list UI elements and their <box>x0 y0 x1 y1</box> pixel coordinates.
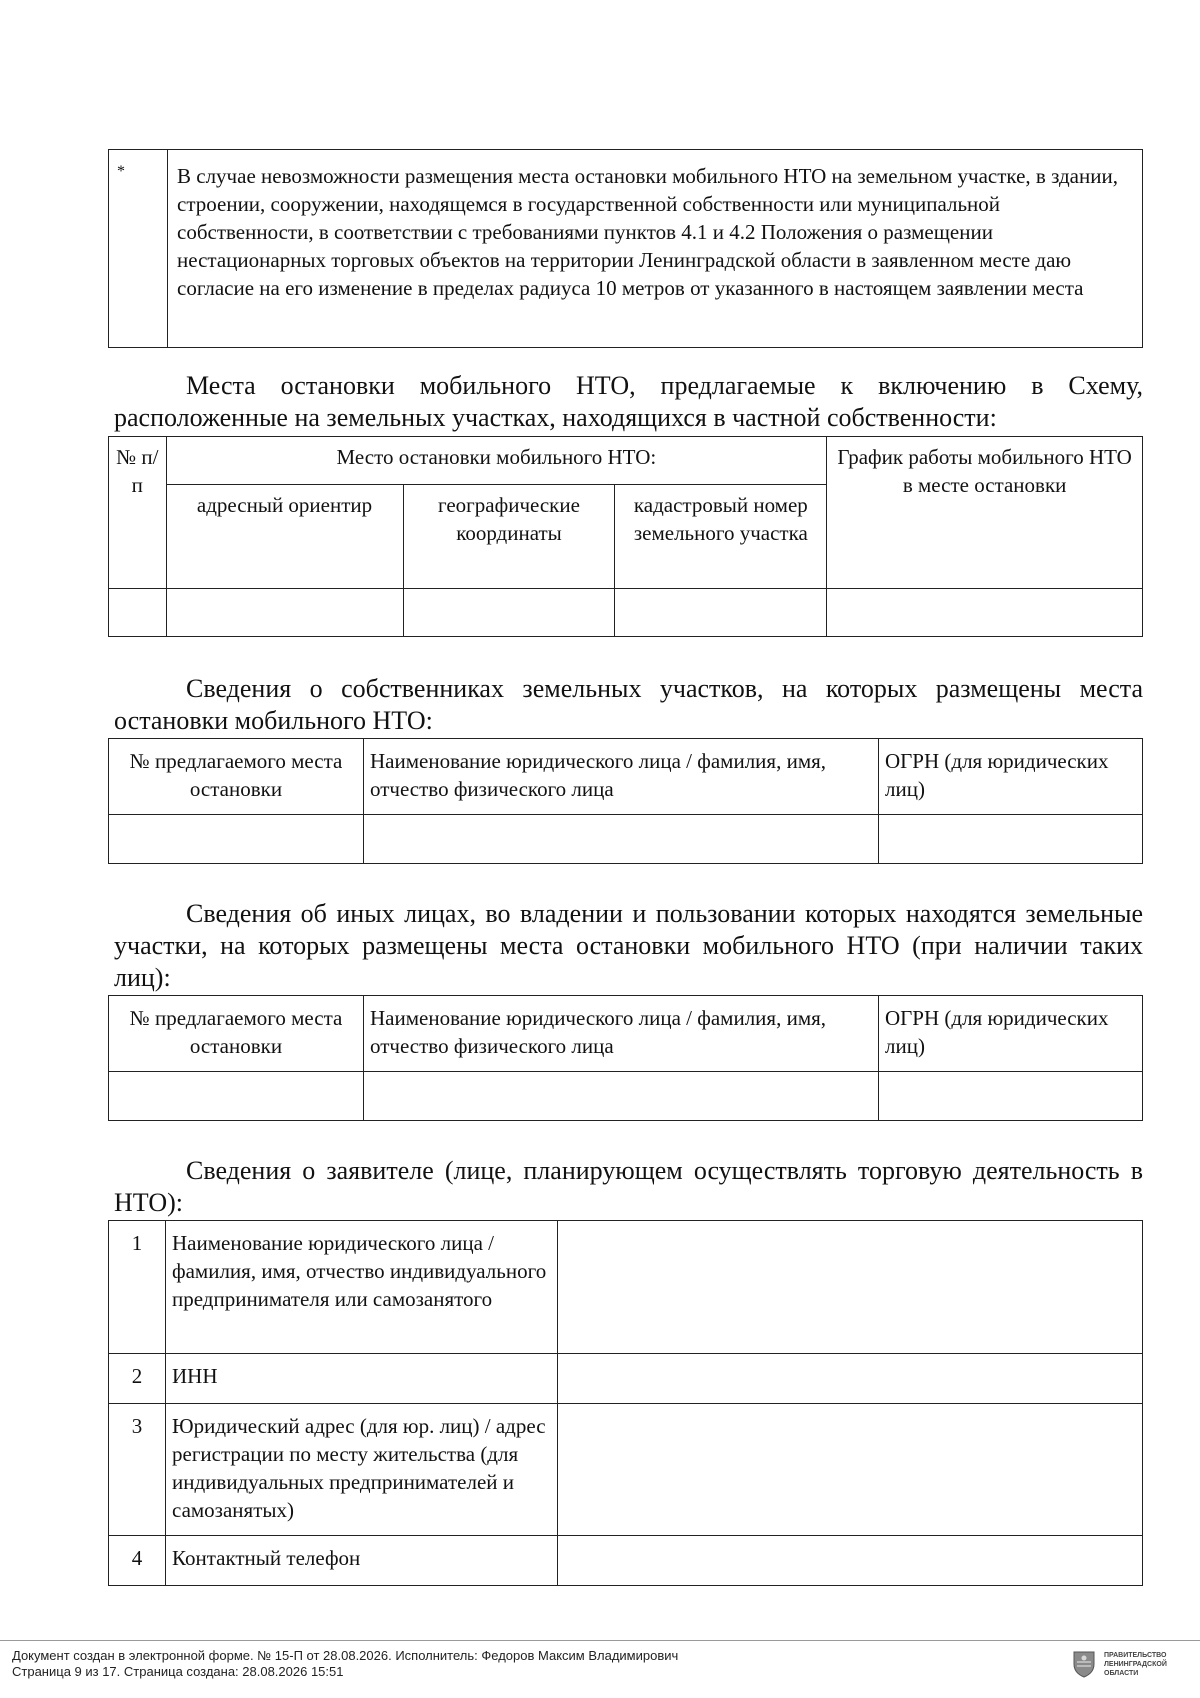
empty-cell[interactable] <box>615 589 827 637</box>
row-number: 2 <box>109 1354 166 1404</box>
footer-organization: ПРАВИТЕЛЬСТВО ЛЕНИНГРАДСКОЙ ОБЛАСТИ <box>1104 1652 1167 1677</box>
col-coords-header: географические координаты <box>403 485 615 589</box>
row-value[interactable] <box>558 1536 1143 1586</box>
table-row <box>109 1354 1143 1404</box>
col-num-header: № п/п <box>109 437 167 589</box>
table-row <box>109 589 1143 637</box>
footer-line-1: Документ создан в электронной форме. № 15-П от 28.08.2026. Исполнитель: Федоров Максим Владимирович <box>12 1648 679 1663</box>
empty-cell[interactable] <box>364 815 879 864</box>
empty-cell[interactable] <box>879 815 1143 864</box>
col-stop-header: № предлагаемого места остановки <box>109 996 364 1072</box>
places-heading: Места остановки мобильного НТО, предлагаемые к включению в Схему, расположенные на земельных участках, находящихся в частной собственности: <box>114 371 1143 432</box>
row-value[interactable] <box>558 1354 1143 1404</box>
empty-cell[interactable] <box>109 1072 364 1121</box>
table-row <box>109 1536 1143 1586</box>
col-name-header: Наименование юридического лица / фамилия, имя, отчество физического лица <box>364 739 879 815</box>
others-heading: Сведения об иных лицах, во владении и пользовании которых находятся земельные участки, на которых размещены места остановки мобильного НТО (при наличии таких лиц): <box>114 899 1143 992</box>
row-number: 1 <box>109 1221 166 1354</box>
table-row <box>109 1404 1143 1536</box>
row-value[interactable] <box>558 1404 1143 1536</box>
table-row <box>109 815 1143 864</box>
empty-cell[interactable] <box>827 589 1143 637</box>
col-address-header: адресный ориентир <box>166 485 403 589</box>
others-table <box>108 995 1143 1121</box>
consent-note-table <box>108 149 1143 348</box>
row-label: Наименование юридического лица / фамилия, имя, отчество индивидуального предпринимателя или самозанятого <box>166 1221 558 1354</box>
empty-cell[interactable] <box>364 1072 879 1121</box>
empty-cell[interactable] <box>879 1072 1143 1121</box>
footer-line-2: Страница 9 из 17. Страница создана: 28.08.2026 15:51 <box>12 1664 344 1679</box>
row-number: 3 <box>109 1404 166 1536</box>
footer-divider <box>0 1640 1200 1641</box>
col-place-group-header: Место остановки мобильного НТО: <box>166 437 827 485</box>
places-table <box>108 436 1143 637</box>
footer-info <box>12 1648 678 1680</box>
coat-of-arms-icon <box>1072 1650 1096 1678</box>
empty-cell[interactable] <box>403 589 615 637</box>
col-ogrn-header: ОГРН (для юридических лиц) <box>879 739 1143 815</box>
row-label: ИНН <box>166 1354 558 1404</box>
empty-cell[interactable] <box>109 589 167 637</box>
table-row <box>109 1072 1143 1121</box>
col-name-header: Наименование юридического лица / фамилия, имя, отчество физического лица <box>364 996 879 1072</box>
owners-table <box>108 738 1143 864</box>
col-stop-header: № предлагаемого места остановки <box>109 739 364 815</box>
empty-cell[interactable] <box>109 815 364 864</box>
owners-heading: Сведения о собственниках земельных участков, на которых размещены места остановки мобильного НТО: <box>114 674 1143 735</box>
row-value[interactable] <box>558 1221 1143 1354</box>
row-number: 4 <box>109 1536 166 1586</box>
table-row <box>109 1221 1143 1354</box>
col-schedule-header: График работы мобильного НТО в месте остановки <box>827 437 1143 589</box>
applicant-table <box>108 1220 1143 1586</box>
empty-cell[interactable] <box>166 589 403 637</box>
row-label: Контактный телефон <box>166 1536 558 1586</box>
note-marker: * <box>109 150 168 348</box>
note-text: В случае невозможности размещения места остановки мобильного НТО на земельном участке, в здании, строении, сооружении, находящемся в государственной собственности или муниципальной собственности, в соответствии с требованиями пунктов 4.1 и 4.2 Положения о размещении нестационарных торговых объектов на территории Ленинградской области в заявленном месте даю согласие на его изменение в пределах радиуса 10 метров от указанного в настоящем заявлении места <box>168 150 1143 348</box>
col-cadastral-header: кадастровый номер земельного участка <box>615 485 827 589</box>
row-label: Юридический адрес (для юр. лиц) / адрес регистрации по месту жительства (для индивидуальных предпринимателей и самозанятых) <box>166 1404 558 1536</box>
col-ogrn-header: ОГРН (для юридических лиц) <box>879 996 1143 1072</box>
applicant-heading: Сведения о заявителе (лице, планирующем осуществлять торговую деятельность в НТО): <box>114 1156 1143 1217</box>
